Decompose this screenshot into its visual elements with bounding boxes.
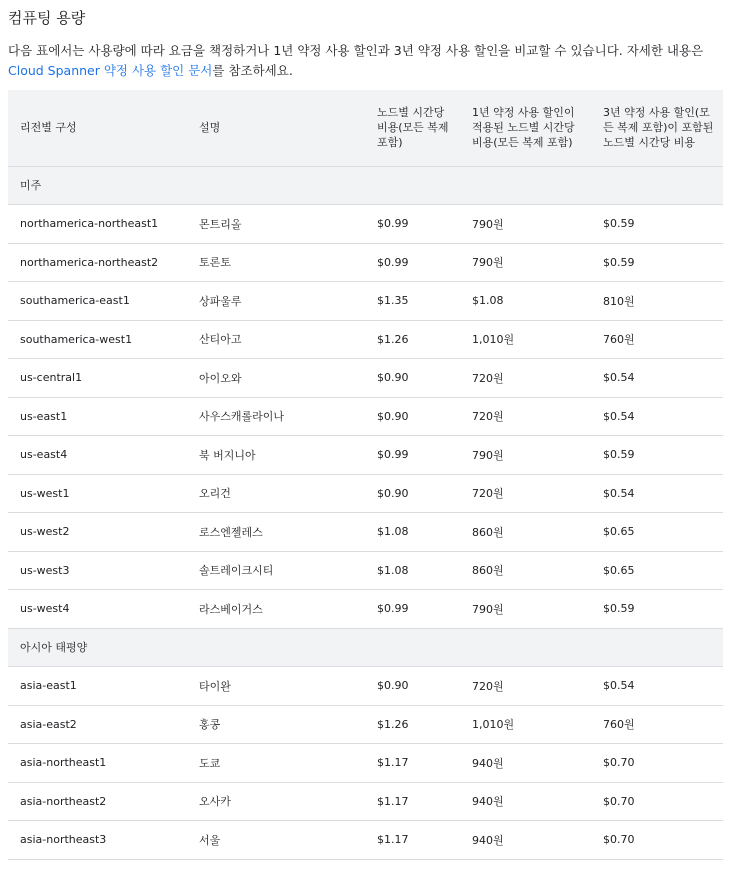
table-row [8,782,723,821]
description-cell: 산티아고 [187,320,365,359]
region-cell: us-west1 [8,474,187,513]
table-body [8,166,723,859]
region-cell: asia-northeast2 [8,782,187,821]
commit-1yr-cell: $1.08 [460,282,591,321]
description-cell: 홍콩 [187,705,365,744]
commit-3yr-cell: $0.70 [591,821,723,860]
commit-3yr-cell: 810원 [591,282,723,321]
region-cell: southamerica-east1 [8,282,187,321]
commit-1yr-cell: 860원 [460,513,591,552]
description-cell: 아이오와 [187,359,365,398]
hourly-cost-cell: $0.90 [365,397,460,436]
commit-1yr-cell: 790원 [460,243,591,282]
hourly-cost-cell: $0.99 [365,205,460,244]
region-cell: us-central1 [8,359,187,398]
hourly-cost-cell: $1.35 [365,282,460,321]
page-title: 컴퓨팅 용량 [8,9,86,27]
commit-1yr-cell: 940원 [460,744,591,783]
description-cell: 사우스캐롤라이나 [187,397,365,436]
table-row [8,436,723,475]
description-cell: 북 버지니아 [187,436,365,475]
region-cell: us-east4 [8,436,187,475]
region-cell: southamerica-west1 [8,320,187,359]
table-row [8,205,723,244]
region-cell: us-east1 [8,397,187,436]
region-cell: northamerica-northeast1 [8,205,187,244]
commit-3yr-cell: $0.65 [591,513,723,552]
table-row [8,359,723,398]
table-row [8,744,723,783]
hourly-cost-cell: $1.08 [365,551,460,590]
region-cell: asia-northeast1 [8,744,187,783]
hourly-cost-cell: $1.08 [365,513,460,552]
table-row [8,397,723,436]
region-cell: us-west3 [8,551,187,590]
description-cell: 상파울루 [187,282,365,321]
hourly-cost-cell: $1.17 [365,821,460,860]
commit-3yr-cell: $0.59 [591,436,723,475]
table-row [8,243,723,282]
description-cell: 서울 [187,821,365,860]
hourly-cost-cell: $0.90 [365,474,460,513]
table-row [8,590,723,629]
commit-1yr-cell: 1,010원 [460,705,591,744]
description-cell: 솔트레이크시티 [187,551,365,590]
group-label: 미주 [8,166,723,205]
group-label: 아시아 태평양 [8,628,723,667]
hourly-cost-cell: $1.26 [365,320,460,359]
hourly-cost-cell: $0.99 [365,243,460,282]
region-cell: northamerica-northeast2 [8,243,187,282]
header-1yr-commit-cost: 1년 약정 사용 할인이 적용된 노드별 시간당 비용(모든 복제 포함) [460,90,591,166]
hourly-cost-cell: $0.90 [365,359,460,398]
table-row [8,821,723,860]
commit-3yr-cell: $0.59 [591,205,723,244]
description-cell: 도쿄 [187,744,365,783]
table-row [8,705,723,744]
commit-3yr-cell: $0.70 [591,782,723,821]
hourly-cost-cell: $0.90 [365,667,460,706]
commit-3yr-cell: $0.54 [591,474,723,513]
table-row [8,320,723,359]
description-cell: 라스베이거스 [187,590,365,629]
table-row [8,667,723,706]
description-cell: 토론토 [187,243,365,282]
table-row [8,474,723,513]
region-cell: asia-east2 [8,705,187,744]
intro-paragraph [8,41,720,81]
hourly-cost-cell: $1.17 [365,782,460,821]
commit-1yr-cell: 720원 [460,397,591,436]
commit-3yr-cell: 760원 [591,320,723,359]
hourly-cost-cell: $1.17 [365,744,460,783]
region-cell: us-west4 [8,590,187,629]
header-hourly-cost: 노드별 시간당 비용(모든 복제 포함) [365,90,460,166]
description-cell: 타이완 [187,667,365,706]
intro-text-end: 를 참조하세요. [212,63,293,78]
description-cell: 몬트리올 [187,205,365,244]
commit-3yr-cell: $0.54 [591,397,723,436]
pricing-table [8,90,723,860]
group-row [8,628,723,667]
hourly-cost-cell: $1.26 [365,705,460,744]
region-cell: asia-northeast3 [8,821,187,860]
commit-3yr-cell: $0.65 [591,551,723,590]
header-description: 설명 [187,90,365,166]
table-row [8,513,723,552]
commit-1yr-cell: 1,010원 [460,320,591,359]
table-header [8,90,723,166]
commit-1yr-cell: 720원 [460,474,591,513]
description-cell: 오사카 [187,782,365,821]
commit-1yr-cell: 790원 [460,590,591,629]
commit-1yr-cell: 790원 [460,436,591,475]
commit-1yr-cell: 720원 [460,667,591,706]
commit-3yr-cell: $0.54 [591,359,723,398]
commit-1yr-cell: 790원 [460,205,591,244]
region-cell: asia-east1 [8,667,187,706]
commit-3yr-cell: 760원 [591,705,723,744]
header-region-config: 리전별 구성 [8,90,187,166]
intro-text: 다음 표에서는 사용량에 따라 요금을 책정하거나 1년 약정 사용 할인과 3년 약정 사용 할인을 비교할 수 있습니다. 자세한 내용은 [8,43,704,58]
commit-3yr-cell: $0.70 [591,744,723,783]
table-row [8,282,723,321]
hourly-cost-cell: $0.99 [365,590,460,629]
commit-1yr-cell: 940원 [460,821,591,860]
committed-use-docs-link[interactable]: Cloud Spanner 약정 사용 할인 문서 [8,63,213,78]
table-row [8,551,723,590]
commit-1yr-cell: 860원 [460,551,591,590]
commit-1yr-cell: 720원 [460,359,591,398]
commit-1yr-cell: 940원 [460,782,591,821]
commit-3yr-cell: $0.59 [591,243,723,282]
commit-3yr-cell: $0.59 [591,590,723,629]
commit-3yr-cell: $0.54 [591,667,723,706]
description-cell: 오리건 [187,474,365,513]
hourly-cost-cell: $0.99 [365,436,460,475]
header-3yr-commit-cost: 3년 약정 사용 할인(모든 복제 포함)이 포함된 노드별 시간당 비용 [591,90,723,166]
description-cell: 로스엔젤레스 [187,513,365,552]
region-cell: us-west2 [8,513,187,552]
header-row [8,90,723,166]
group-row [8,166,723,205]
